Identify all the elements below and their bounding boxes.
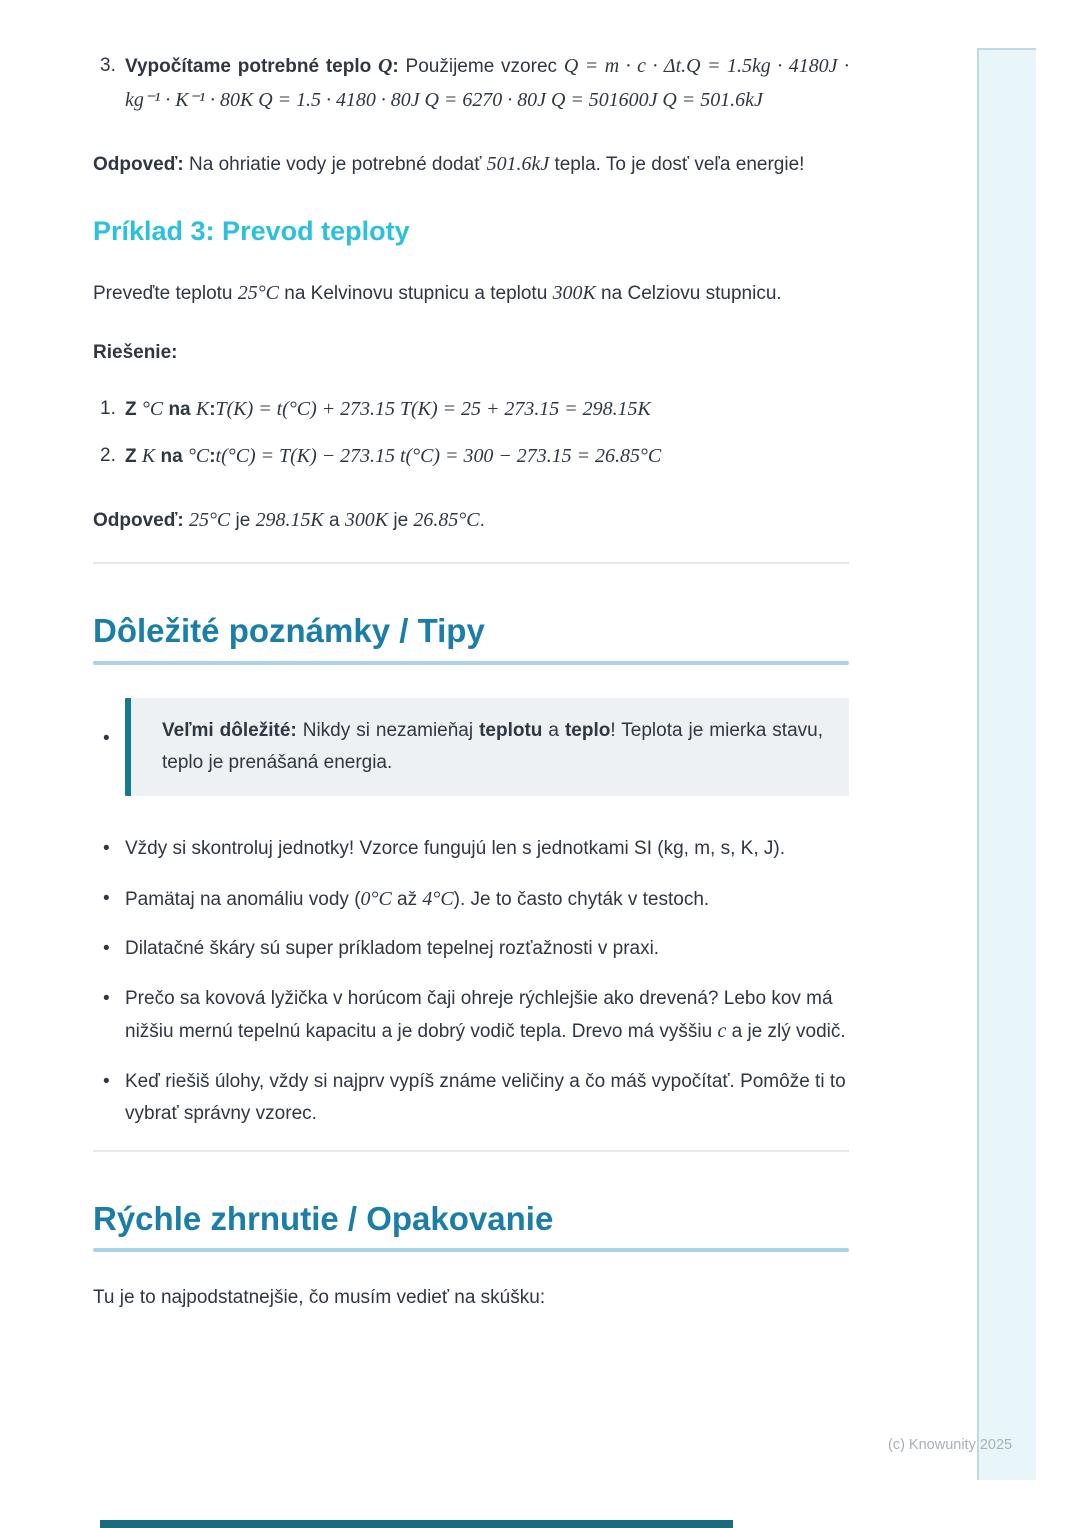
step-text: Vypočítame potrebné teplo Q: Použijeme vzorec Q = m · c · Δt.Q = 1.5kg · 4180J · kg⁻¹ · K⁻¹ · 80K Q = 1.5 · 4180 · 80J Q = 6270 · 80J Q = 501600J Q = 501.6kJ [125,55,849,111]
answer-paragraph-2: Odpoveď: 25°C je 298.15K a 300K je 26.85°C. [93,508,485,531]
answer-paragraph-1: Odpoveď: Na ohriatie vody je potrebné dodať 501.6kJ tepla. To je dosť veľa energie! [93,152,805,175]
tips-list [93,833,849,1130]
numbered-step-3 [93,50,849,118]
riesenie-label: Riešenie: [93,341,178,363]
list-item [93,933,849,965]
step-text: Z K na °C:t(°C) = T(K) − 273.15 t(°C) = 300 − 273.15 = 26.85°C [125,444,662,467]
list-item [93,883,849,917]
list-bullet: • [103,887,110,909]
list-bullet: • [103,987,110,1009]
section-divider [93,1150,849,1152]
summary-intro-paragraph: Tu je to najpodstatnejšie, čo musím vedieť na skúšku: [93,1287,546,1309]
list-bullet: • [103,727,110,749]
tip-text: Vždy si skontroluj jednotky! Vzorce fungujú len s jednotkami SI (kg, m, s, K, J). [125,838,785,860]
list-bullet: • [103,938,110,960]
tip-text: Keď riešiš úlohy, vždy si najprv vypíš známe veličiny a čo máš vypočítať. Pomôže ti to vybrať správny vzorec. [125,1070,846,1125]
solution-step-1 [93,393,849,427]
list-item [93,1066,849,1131]
heading-priklad-3: Príklad 3: Prevod teploty [93,215,410,246]
list-item [93,983,849,1049]
solution-step-2 [93,440,849,474]
tip-text: Prečo sa kovová lyžička v horúcom čaji ohreje rýchlejšie ako drevená? Lebo kov má nižšiu mernú tepelnú kapacitu a je dobrý vodič tepla. Drevo má vyššiu c a je zlý vodič. [125,987,846,1043]
document-content [93,50,849,1315]
heading-underline [93,1248,849,1252]
list-bullet: • [103,838,110,860]
callout-box: Veľmi dôležité: Nikdy si nezamieňaj teplotu a teplo! Teplota je mierka stavu, teplo je prenášaná energia. [125,698,849,797]
section-divider [93,562,849,564]
important-callout [93,698,849,797]
step-number: 2. [100,444,116,466]
next-page-header-bar [100,1520,733,1528]
step-number: 1. [100,397,116,419]
heading-notes-tips: Dôležité poznámky / Tipy [93,611,485,649]
list-item [93,833,849,865]
heading-summary: Rýchle zhrnutie / Opakovanie [93,1199,554,1237]
priklad-task-paragraph: Preveďte teplotu 25°C na Kelvinovu stupnicu a teplotu 300K na Celziovu stupnicu. [93,281,782,304]
copyright-watermark: (c) Knowunity 2025 [888,1437,1013,1453]
next-page-edge-strip [977,48,1036,1480]
step-text: Z °C na K:T(K) = t(°C) + 273.15 T(K) = 25 + 273.15 = 298.15K [125,397,651,420]
heading-underline [93,661,849,665]
step-number: 3. [100,55,116,76]
list-bullet: • [103,1070,110,1092]
tip-text: Dilatačné škáry sú super príkladom tepelnej rozťažnosti v praxi. [125,938,660,960]
solution-steps [93,393,849,474]
tip-text: Pamätaj na anomáliu vody (0°C až 4°C). Je to často chyták v testoch. [125,887,710,910]
